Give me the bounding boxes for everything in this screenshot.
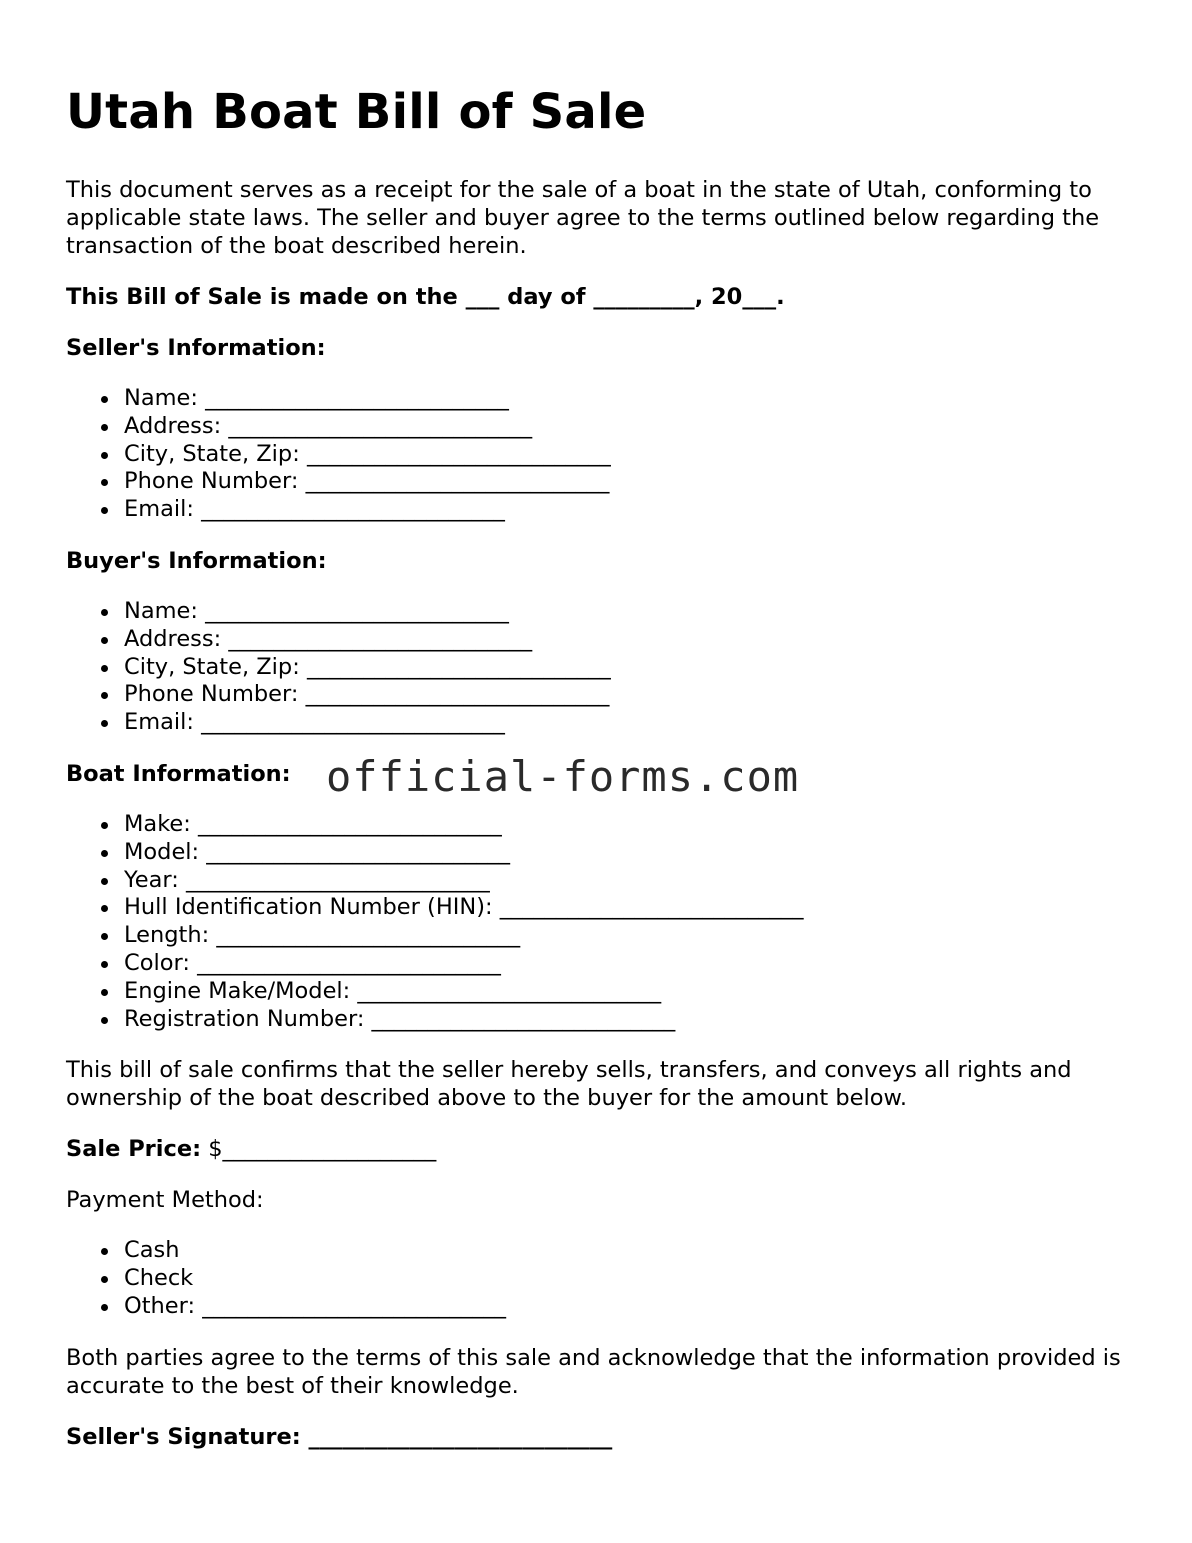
seller-phone-field: Phone Number: ___________________________ [124, 468, 1136, 496]
buyer-name-field: Name: ___________________________ [124, 598, 1136, 626]
boat-hin-field: Hull Identification Number (HIN): ___________________________ [124, 894, 1136, 922]
seller-heading: Seller's Information: [66, 335, 326, 361]
sale-price-value: $___________________ [201, 1136, 437, 1163]
document-title: Utah Boat Bill of Sale [66, 84, 647, 140]
buyer-email-field: Email: ___________________________ [124, 709, 1136, 737]
buyer-city-state-zip-field: City, State, Zip: ___________________________ [124, 654, 1136, 682]
sale-price-line [66, 1135, 1136, 1163]
seller-city-state-zip-field: City, State, Zip: ___________________________ [124, 441, 1136, 469]
sale-price-label: Sale Price: [66, 1136, 202, 1163]
boat-year-field: Year: ___________________________ [124, 867, 1136, 895]
boat-registration-field: Registration Number: ___________________________ [124, 1006, 1136, 1034]
payment-option-check: Check [124, 1265, 1136, 1293]
seller-name-field: Name: ___________________________ [124, 385, 1136, 413]
boat-make-field: Make: ___________________________ [124, 811, 1136, 839]
buyer-phone-field: Phone Number: ___________________________ [124, 681, 1136, 709]
boat-engine-field: Engine Make/Model: ___________________________ [124, 978, 1136, 1006]
boat-length-field: Length: ___________________________ [124, 922, 1136, 950]
boat-fields-list [66, 811, 1136, 1033]
date-line: This Bill of Sale is made on the ___ day of _________, 20___. [66, 284, 785, 310]
agreement-paragraph: Both parties agree to the terms of this sale and acknowledge that the information provided is accurate to the best of their knowledge. [66, 1344, 1121, 1399]
transfer-statement: This bill of sale confirms that the seller hereby sells, transfers, and conveys all rights and ownership of the boat described above to the buyer for the amount below. [66, 1057, 1072, 1112]
seller-signature-line: Seller's Signature: ___________________________ [66, 1423, 613, 1450]
buyer-fields-list [66, 598, 1136, 737]
boat-model-field: Model: ___________________________ [124, 839, 1136, 867]
payment-options-list [66, 1237, 1136, 1320]
intro-paragraph: This document serves as a receipt for the sale of a boat in the state of Utah, conforming to applicable state laws. The seller and buyer agree to the terms outlined below regarding the transaction of the boat described herein. [66, 177, 1100, 259]
payment-option-other: Other: ___________________________ [124, 1293, 1136, 1321]
buyer-address-field: Address: ___________________________ [124, 626, 1136, 654]
seller-fields-list [66, 385, 1136, 524]
boat-heading: Boat Information: [66, 760, 291, 787]
seller-address-field: Address: ___________________________ [124, 413, 1136, 441]
boat-color-field: Color: ___________________________ [124, 950, 1136, 978]
payment-option-cash: Cash [124, 1237, 1136, 1265]
payment-method-label: Payment Method: [66, 1187, 264, 1214]
watermark-text: official-forms.com [326, 752, 800, 801]
buyer-heading: Buyer's Information: [66, 547, 327, 574]
seller-email-field: Email: ___________________________ [124, 496, 1136, 524]
